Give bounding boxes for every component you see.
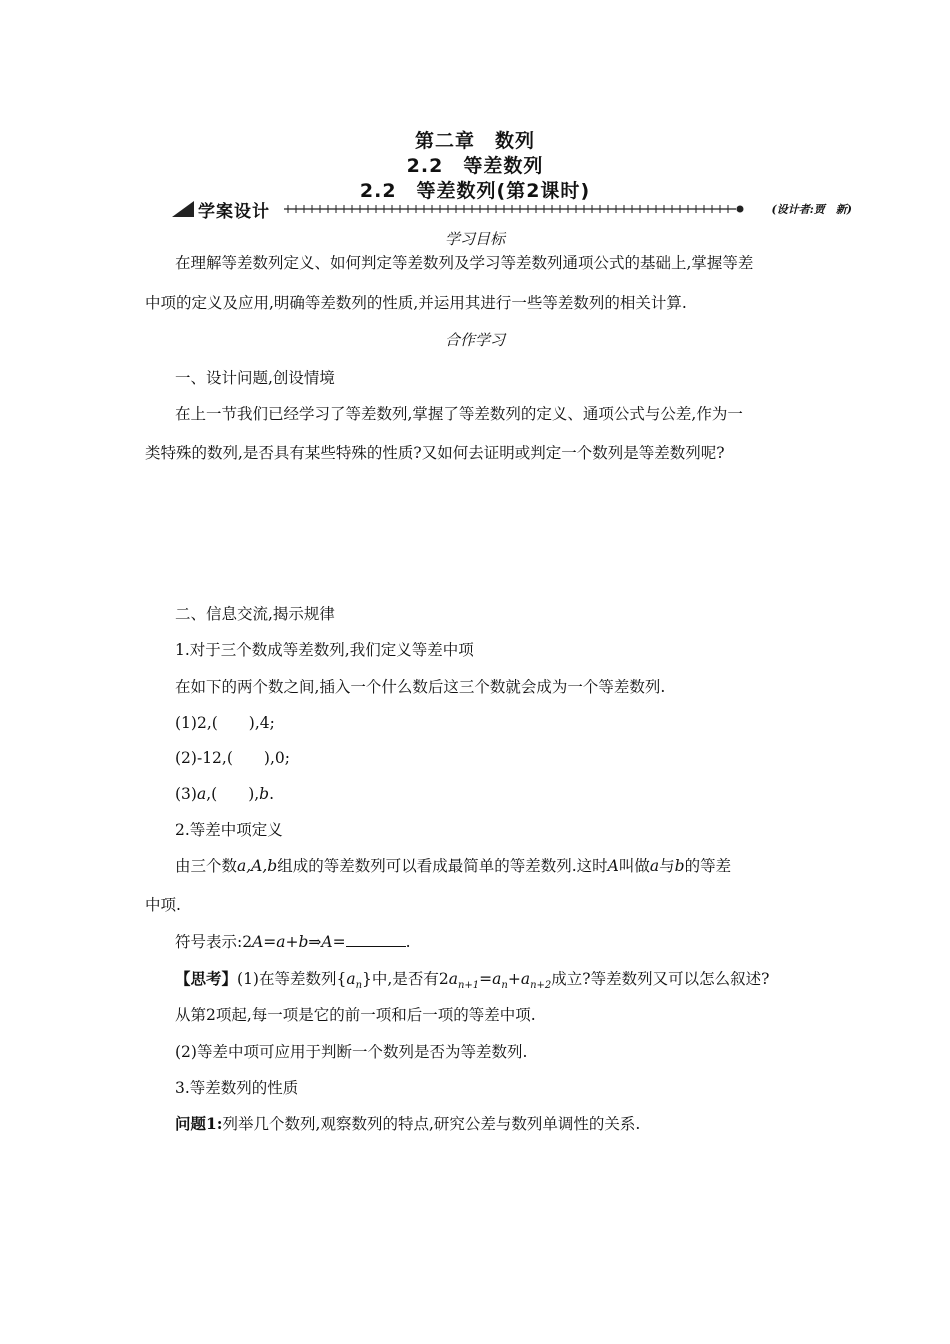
definition-line2: 中项. [145,896,181,914]
coop-heading: 合作学习 [444,331,505,349]
designer-credit: (设计者:贾 新) [771,203,852,216]
part1-title: 一、设计问题,创设情境 [175,369,335,387]
item3-title: 3.等差数列的性质 [175,1079,299,1097]
item2-title: 2.等差中项定义 [175,821,283,839]
part1-text-line2: 类特殊的数列,是否具有某些特殊的性质?又如何去证明或判定一个数列是等差数列呢? [145,444,725,462]
banner-label: 学案设计 [198,201,270,222]
goals-text-line2: 中项的定义及应用,明确等差数列的性质,并运用其进行一些等差数列的相关计算. [145,294,687,312]
exercise-1: (1)2,( ),4; [175,714,275,732]
item1-title: 1.对于三个数成等差数列,我们定义等差中项 [175,641,474,659]
banner-ruler-line [284,202,746,216]
goals-text-line1: 在理解等差数列定义、如何判定等差数列及学习等差数列通项公式的基础上,掌握等差 [175,254,754,272]
answer-blank[interactable] [346,934,406,947]
triangle-icon [172,201,194,217]
item1-intro: 在如下的两个数之间,插入一个什么数后这三个数就会成为一个等差数列. [175,678,666,696]
part1-text-line1: 在上一节我们已经学习了等差数列,掌握了等差数列的定义、通项公式与公差,作为一 [175,405,743,423]
lesson-title: 2.2 等差数列(第2课时) [359,180,591,202]
question-1: 问题1:列举几个数列,观察数列的特点,研究公差与数列单调性的关系. [175,1114,641,1133]
think-label: 【思考】 [175,969,238,988]
section-title: 2.2 等差数列 [406,155,544,177]
banner-logo [172,199,270,222]
think-question-1: 【思考】(1)在等差数列$\{a_n\}$中,是否有$2a_{n+1}=a_n+a_{n+2}$成立?等差数列又可以怎么叙述? [175,969,770,992]
design-banner [172,199,852,222]
goals-heading: 学习目标 [444,230,505,248]
exercise-2: (2)-12,( ),0; [175,749,290,767]
definition-line1: 由三个数a,A,b组成的等差数列可以看成最简单的等差数列.这时A叫做a与b的等差 [175,857,732,875]
think-question-2: (2)等差中项可应用于判断一个数列是否为等差数列. [175,1043,528,1061]
chapter-title: 第二章 数列 [414,130,535,152]
think-answer: 从第2项起,每一项是它的前一项和后一项的等差中项. [175,1006,536,1024]
exercise-3: (3)a,( ),b. [175,785,275,803]
part2-title: 二、信息交流,揭示规律 [175,605,335,623]
symbol-expression: 符号表示:2A=a+b⇒A= . [175,933,411,951]
